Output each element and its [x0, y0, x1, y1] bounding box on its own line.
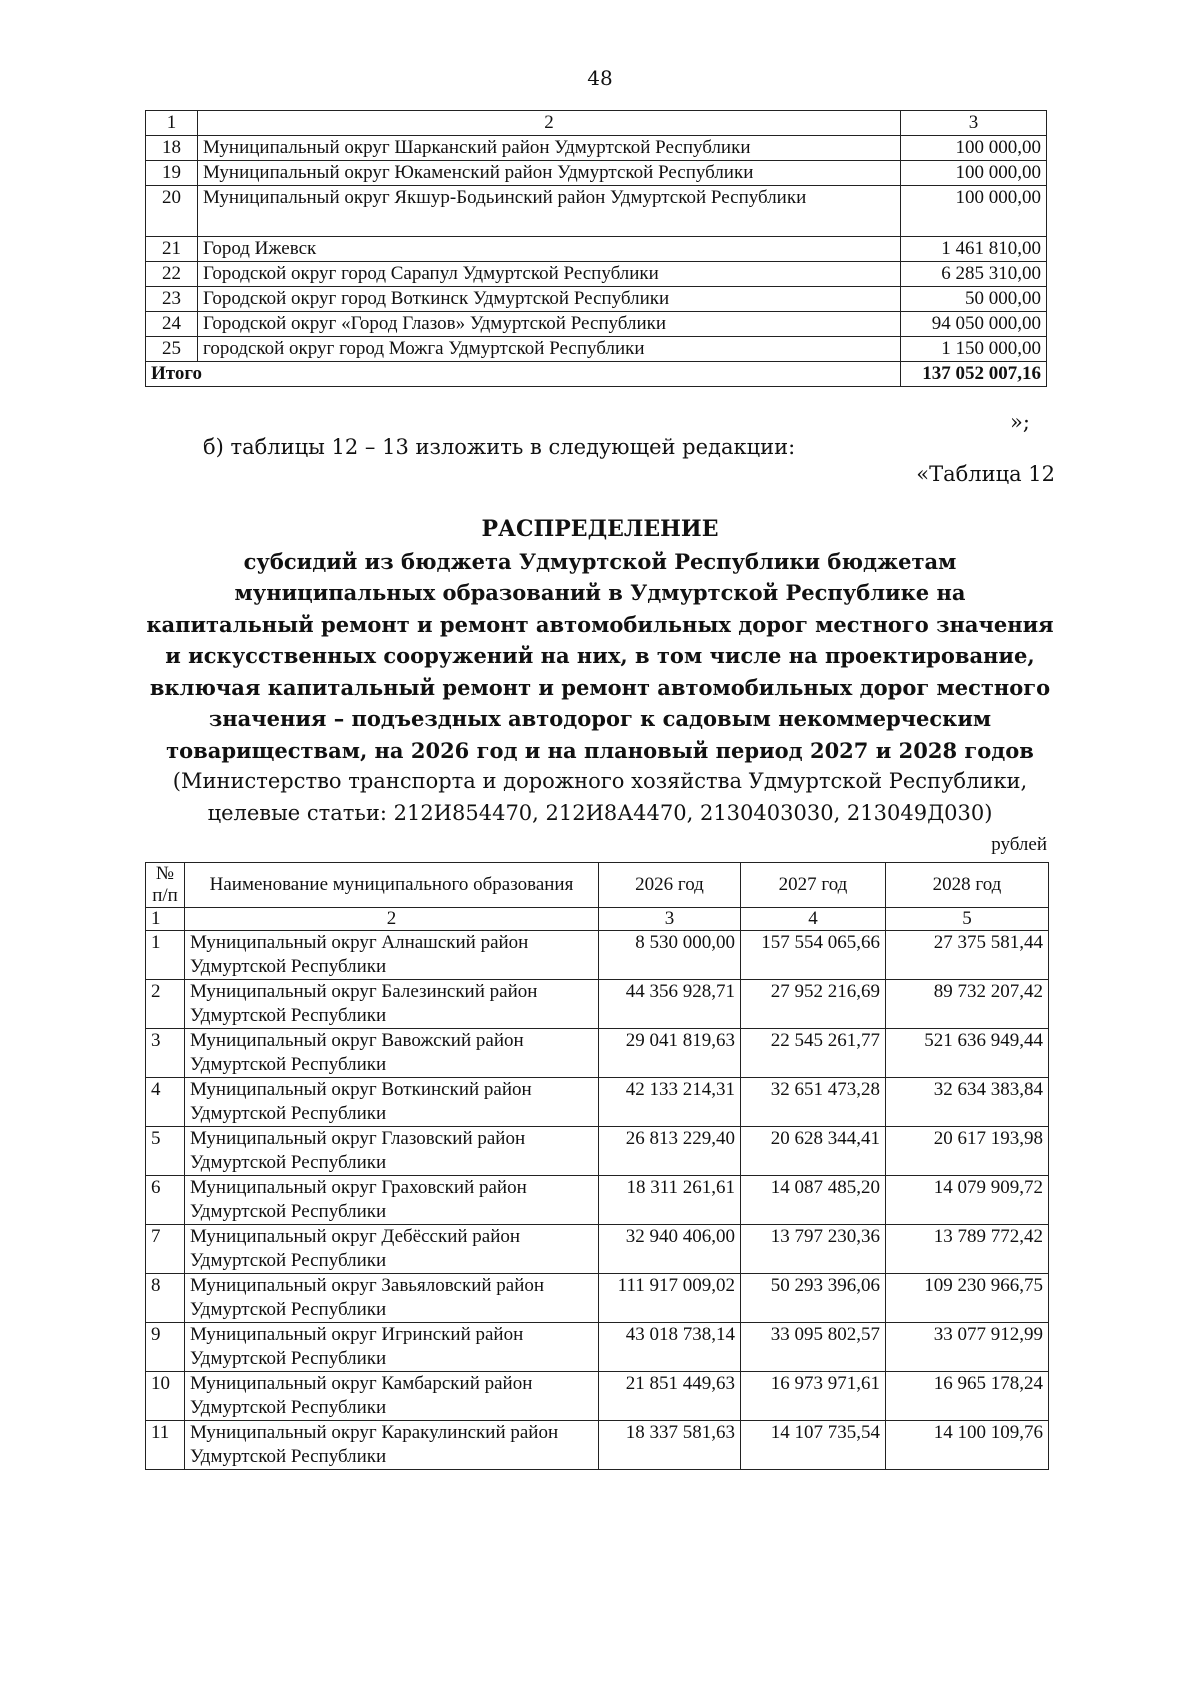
- amount-2028: 521 636 949,44: [886, 1029, 1049, 1078]
- municipality-name: Муниципальный округ Алнашский район Удмуртской Республики: [185, 931, 599, 980]
- amount-2028: 14 079 909,72: [886, 1176, 1049, 1225]
- amount-2027: 16 973 971,61: [741, 1372, 886, 1421]
- table-title: [0, 514, 1200, 829]
- column-number: 1: [146, 908, 185, 931]
- title-lines: [0, 546, 1200, 767]
- amount-2027: 50 293 396,06: [741, 1274, 886, 1323]
- row-number: 5: [146, 1127, 185, 1176]
- table-row: [146, 312, 1047, 337]
- amount-2026: 44 356 928,71: [599, 980, 741, 1029]
- header-2026: 2026 год: [599, 863, 741, 908]
- table-row: [146, 1127, 1049, 1176]
- row-number: 24: [146, 312, 198, 337]
- amount-2026: 42 133 214,31: [599, 1078, 741, 1127]
- table-header-row: [146, 111, 1047, 136]
- row-number: 18: [146, 136, 198, 161]
- amount-2028: 32 634 383,84: [886, 1078, 1049, 1127]
- instruction-text: б) таблицы 12 – 13 изложить в следующей редакции:: [203, 435, 796, 459]
- amount-2026: 8 530 000,00: [599, 931, 741, 980]
- title-sublines: [0, 766, 1200, 829]
- table-row: [146, 1029, 1049, 1078]
- amount-2026: 29 041 819,63: [599, 1029, 741, 1078]
- municipality-name: Муниципальный округ Игринский район Удмуртской Республики: [185, 1323, 599, 1372]
- amount-2028: 14 100 109,76: [886, 1421, 1049, 1470]
- row-number: 21: [146, 237, 198, 262]
- table-row: [146, 1323, 1049, 1372]
- row-number: 1: [146, 931, 185, 980]
- municipality-name: Муниципальный округ Якшур-Бодьинский район Удмуртской Республики: [198, 186, 901, 237]
- amount-2028: 13 789 772,42: [886, 1225, 1049, 1274]
- title-line: субсидий из бюджета Удмуртской Республики бюджетам: [243, 548, 957, 574]
- amount-2026: 26 813 229,40: [599, 1127, 741, 1176]
- column-number: 4: [741, 908, 886, 931]
- header-2027: 2027 год: [741, 863, 886, 908]
- row-number: 6: [146, 1176, 185, 1225]
- total-value: 137 052 007,16: [901, 362, 1047, 387]
- column-number: 3: [901, 111, 1047, 136]
- amount: 1 150 000,00: [901, 337, 1047, 362]
- municipality-name: Муниципальный округ Каракулинский район Удмуртской Республики: [185, 1421, 599, 1470]
- total-label: Итого: [146, 362, 901, 387]
- amount-2027: 22 545 261,77: [741, 1029, 886, 1078]
- amount: 50 000,00: [901, 287, 1047, 312]
- row-number: 10: [146, 1372, 185, 1421]
- amount-2027: 33 095 802,57: [741, 1323, 886, 1372]
- municipality-name: Муниципальный округ Вавожский район Удмуртской Республики: [185, 1029, 599, 1078]
- amount-2028: 33 077 912,99: [886, 1323, 1049, 1372]
- municipality-name: Муниципальный округ Глазовский район Удмуртской Республики: [185, 1127, 599, 1176]
- row-number: 23: [146, 287, 198, 312]
- table-header-row: [146, 863, 1049, 908]
- municipality-name: Муниципальный округ Завьяловский район Удмуртской Республики: [185, 1274, 599, 1323]
- table-row: [146, 980, 1049, 1029]
- amount-2028: 16 965 178,24: [886, 1372, 1049, 1421]
- amount-2027: 14 087 485,20: [741, 1176, 886, 1225]
- row-number: 20: [146, 186, 198, 237]
- column-number: 5: [886, 908, 1049, 931]
- subsidy-distribution-table: [145, 862, 1049, 1470]
- municipality-name: Муниципальный округ Шарканский район Удмуртской Республики: [198, 136, 901, 161]
- table-row: [146, 237, 1047, 262]
- row-number: 19: [146, 161, 198, 186]
- row-number: 3: [146, 1029, 185, 1078]
- amount-2027: 20 628 344,41: [741, 1127, 886, 1176]
- row-number: 22: [146, 262, 198, 287]
- amount-2028: 109 230 966,75: [886, 1274, 1049, 1323]
- row-number: 4: [146, 1078, 185, 1127]
- municipality-name: Муниципальный округ Граховский район Удмуртской Республики: [185, 1176, 599, 1225]
- municipality-name: Городской округ город Воткинск Удмуртской Республики: [198, 287, 901, 312]
- allocation-table-continued: [145, 110, 1047, 387]
- table-row: [146, 1176, 1049, 1225]
- amount-2026: 18 311 261,61: [599, 1176, 741, 1225]
- municipality-name: Муниципальный округ Балезинский район Удмуртской Республики: [185, 980, 599, 1029]
- amount-2027: 32 651 473,28: [741, 1078, 886, 1127]
- column-number: 3: [599, 908, 741, 931]
- title-heading: РАСПРЕДЕЛЕНИЕ: [481, 516, 719, 542]
- table-row: [146, 1078, 1049, 1127]
- municipality-name: Городской округ город Сарапул Удмуртской Республики: [198, 262, 901, 287]
- table-row: [146, 1225, 1049, 1274]
- column-number: 2: [185, 908, 599, 931]
- amount-2026: 18 337 581,63: [599, 1421, 741, 1470]
- column-number: 2: [198, 111, 901, 136]
- row-number: 9: [146, 1323, 185, 1372]
- amount-2026: 43 018 738,14: [599, 1323, 741, 1372]
- title-line: капитальный ремонт и ремонт автомобильных дорог местного значения: [146, 611, 1054, 637]
- title-line: и искусственных сооружений на них, в том числе на проектирование,: [165, 643, 1035, 668]
- municipality-name: Городской округ «Город Глазов» Удмуртской Республики: [198, 312, 901, 337]
- amount-2028: 27 375 581,44: [886, 931, 1049, 980]
- table-row: [146, 262, 1047, 287]
- column-number: 1: [146, 111, 198, 136]
- title-line: муниципальных образований в Удмуртской Республике на: [234, 580, 966, 605]
- municipality-name: Муниципальный округ Дебёсский район Удмуртской Республики: [185, 1225, 599, 1274]
- table-label: «Таблица 12: [916, 462, 1055, 486]
- total-row: [146, 362, 1047, 387]
- header-2028: 2028 год: [886, 863, 1049, 908]
- table-row: [146, 1421, 1049, 1470]
- amount-2028: 89 732 207,42: [886, 980, 1049, 1029]
- row-number: 11: [146, 1421, 185, 1470]
- units-label: рублей: [991, 834, 1047, 855]
- table-row: [146, 1372, 1049, 1421]
- title-line: включая капитальный ремонт и ремонт автомобильных дорог местного: [149, 674, 1051, 700]
- title-line: значения – подъездных автодорог к садовым некоммерческим: [208, 706, 992, 731]
- row-number: 25: [146, 337, 198, 362]
- amount: 100 000,00: [901, 186, 1047, 237]
- amount-2028: 20 617 193,98: [886, 1127, 1049, 1176]
- row-number: 8: [146, 1274, 185, 1323]
- municipality-name: городской округ город Можга Удмуртской Республики: [198, 337, 901, 362]
- row-number: 2: [146, 980, 185, 1029]
- header-name: Наименование муниципального образования: [185, 863, 599, 908]
- amount-2027: 157 554 065,66: [741, 931, 886, 980]
- subtitle-line: целевые статьи: 212И854470, 212И8А4470, 2130403030, 213049Д030): [207, 800, 993, 825]
- page-number: 48: [587, 66, 613, 90]
- title-line: товариществам, на 2026 год и на плановый период 2027 и 2028 годов: [166, 737, 1034, 763]
- amount-2027: 14 107 735,54: [741, 1421, 886, 1470]
- closing-quote: »;: [1010, 410, 1030, 434]
- amount: 6 285 310,00: [901, 262, 1047, 287]
- municipality-name: Муниципальный округ Юкаменский район Удмуртской Республики: [198, 161, 901, 186]
- row-number: 7: [146, 1225, 185, 1274]
- amount-2027: 13 797 230,36: [741, 1225, 886, 1274]
- amount: 94 050 000,00: [901, 312, 1047, 337]
- table-row: [146, 186, 1047, 237]
- table-row: [146, 161, 1047, 186]
- header-number: № п/п: [146, 863, 185, 908]
- amount-2026: 21 851 449,63: [599, 1372, 741, 1421]
- subtitle-line: (Министерство транспорта и дорожного хозяйства Удмуртской Республики,: [172, 769, 1028, 793]
- table-row: [146, 136, 1047, 161]
- amount: 100 000,00: [901, 161, 1047, 186]
- amount-2027: 27 952 216,69: [741, 980, 886, 1029]
- municipality-name: Муниципальный округ Воткинский район Удмуртской Республики: [185, 1078, 599, 1127]
- municipality-name: Город Ижевск: [198, 237, 901, 262]
- municipality-name: Муниципальный округ Камбарский район Удмуртской Республики: [185, 1372, 599, 1421]
- column-numbers-row: [146, 908, 1049, 931]
- amount-2026: 111 917 009,02: [599, 1274, 741, 1323]
- table-row: [146, 287, 1047, 312]
- table-row: [146, 337, 1047, 362]
- table-row: [146, 1274, 1049, 1323]
- amount: 100 000,00: [901, 136, 1047, 161]
- amount-2026: 32 940 406,00: [599, 1225, 741, 1274]
- amount: 1 461 810,00: [901, 237, 1047, 262]
- table-row: [146, 931, 1049, 980]
